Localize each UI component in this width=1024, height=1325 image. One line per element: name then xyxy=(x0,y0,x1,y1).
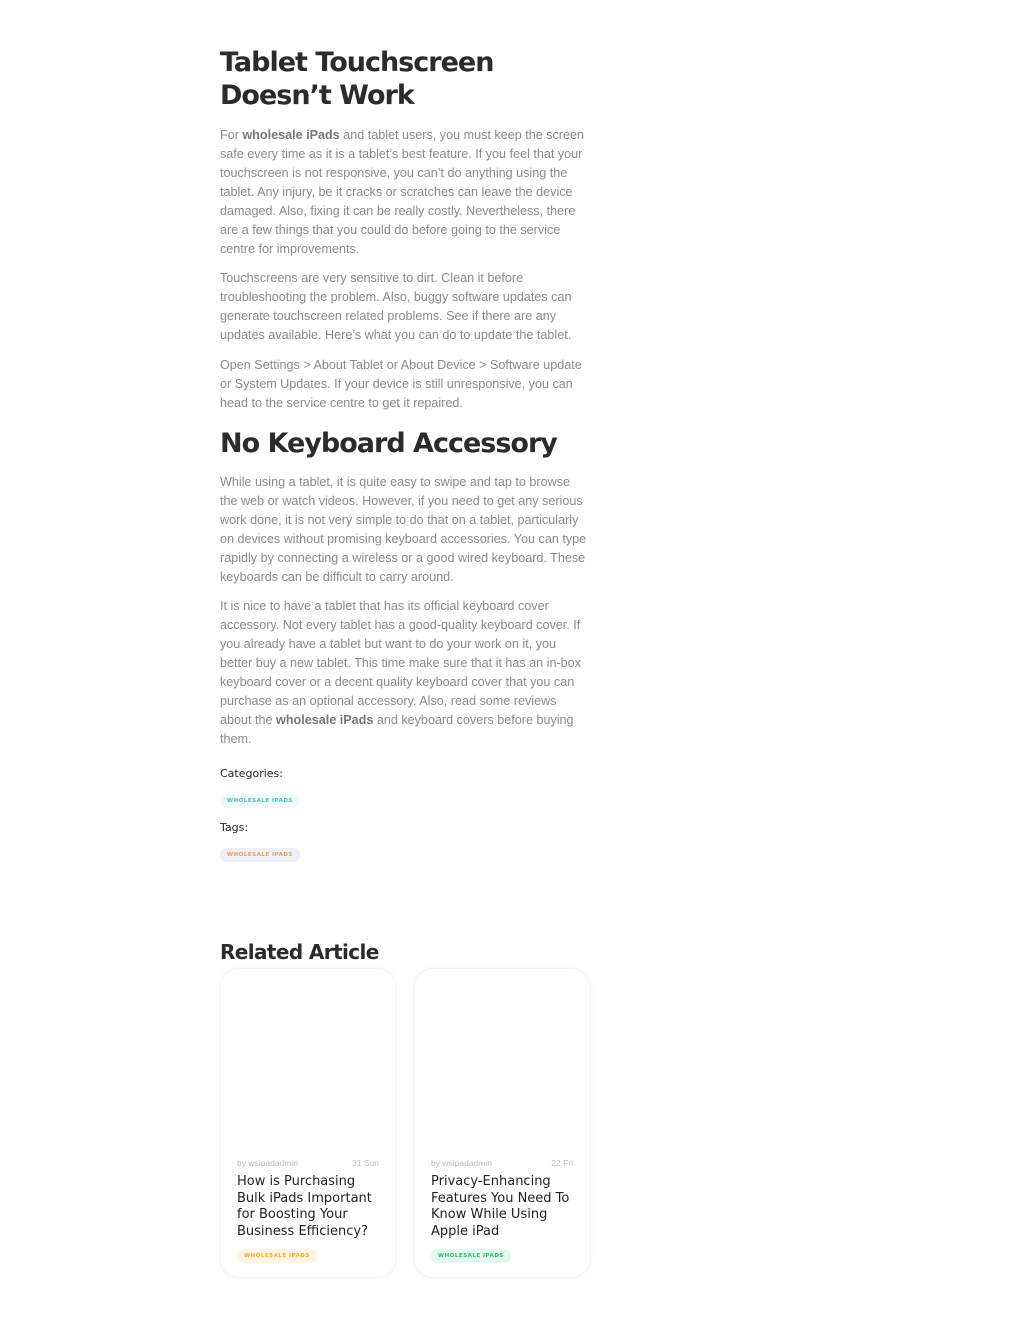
paragraph-text: It is nice to have a tablet that has its official keyboard cover accessory. Not every tablet has a good-quality keyboard cover. If you already have a tablet but want to do your work on it, you better buy a new tablet. This time make sure that it has an in-box keyboard cover or a decent quality keyboard cover that you can purchase as an optional accessory. Also, read some reviews about the xyxy=(220,599,581,727)
paragraph-text: For xyxy=(220,128,243,142)
related-article-heading: Related Article xyxy=(220,940,379,964)
paragraph xyxy=(220,597,590,749)
paragraph xyxy=(220,126,590,259)
section-heading-touchscreen: Tablet Touchscreen Doesn’t Work xyxy=(220,47,494,111)
tag-pill[interactable]: WHOLESALE IPADS xyxy=(220,848,300,862)
card-category-pill[interactable]: WHOLESALE IPADS xyxy=(431,1249,511,1263)
tags-label: Tags: xyxy=(220,821,249,834)
card-meta xyxy=(431,1158,573,1168)
card-image-area xyxy=(220,969,396,1149)
paragraph: Open Settings > About Tablet or About Device > Software update or System Updates. If your device is still unresponsive, you can head to the service centre to get it repaired. xyxy=(220,358,582,410)
section-heading-keyboard: No Keyboard Accessory xyxy=(220,428,557,459)
categories-label: Categories: xyxy=(220,767,283,780)
related-article-card[interactable] xyxy=(219,968,397,1278)
card-author: by wsipadadmin xyxy=(237,1158,298,1168)
wholesale-ipads-link[interactable]: wholesale iPads xyxy=(242,128,340,142)
card-category-pill[interactable]: WHOLESALE IPADS xyxy=(237,1249,317,1263)
paragraph-text: and tablet users, you must keep the screen safe every time as it is a tablet’s best feature. If you feel that your touchscreen is not responsive, you can’t do anything using the tablet. Any injury, be it cracks or scratches can leave the device damaged. Also, fixing it can be really costly. Nevertheless, there are a few things that you could do before going to the service centre for improvements. xyxy=(220,128,585,256)
paragraph: While using a tablet, it is quite easy to swipe and tap to browse the web or watch videos. However, if you need to get any serious work done, it is not very simple to do that on a tablet, particularly on devices without promising keyboard accessories. You can type rapidly by connecting a wireless or a good wired keyboard. These keyboards can be difficult to carry around. xyxy=(220,475,587,584)
card-date: 22 Fri xyxy=(551,1158,573,1168)
card-date: 31 Sun xyxy=(352,1158,379,1168)
related-article-card[interactable] xyxy=(413,968,591,1278)
card-title[interactable]: How is Purchasing Bulk iPads Important for Boosting Your Business Efficiency? xyxy=(237,1174,372,1239)
paragraph-text: and keyboard covers before buying them. xyxy=(220,713,574,746)
wholesale-ipads-link[interactable]: wholesale iPads xyxy=(276,713,374,727)
card-author: by wsipadadmin xyxy=(431,1158,492,1168)
card-meta xyxy=(237,1158,379,1168)
category-pill[interactable]: WHOLESALE IPADS xyxy=(220,794,300,808)
card-image-area xyxy=(414,969,590,1149)
card-title[interactable]: Privacy-Enhancing Features You Need To Know While Using Apple iPad xyxy=(431,1174,570,1239)
paragraph: Touchscreens are very sensitive to dirt. Clean it before troubleshooting the problem. Also, buggy software updates can generate touchscreen related problems. See if there are any updates available. Here’s what you can do to update the tablet. xyxy=(220,271,572,342)
